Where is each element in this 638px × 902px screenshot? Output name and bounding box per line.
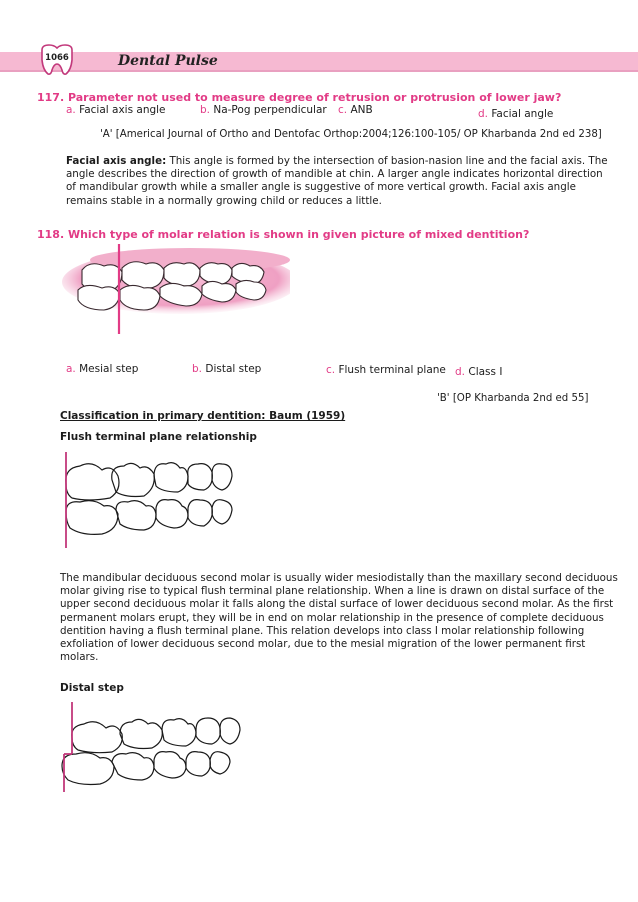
q118-option-d <box>455 366 502 378</box>
distal-step-heading: Distal step <box>60 682 124 694</box>
q117-explanation-line-2: angle describes the direction of growth of mandible at chin. A larger angle indicates horizontal direction <box>66 168 603 181</box>
question-117: 117. Parameter not used to measure degree of retrusion or protrusion of lower jaw? <box>37 91 562 104</box>
flush-terminal-plane-diagram <box>58 450 244 554</box>
q117-option-d <box>478 108 553 120</box>
question-118: 118. Which type of molar relation is shown in given picture of mixed dentition? <box>37 228 530 241</box>
q117-option-c-letter: c. <box>338 104 348 116</box>
q118-option-c-text: Flush terminal plane <box>338 364 446 376</box>
header-band <box>0 52 638 71</box>
q117-answer: 'A' [Americal Journal of Ortho and Dentofac Orthop:2004;126:100-105/ OP Kharbanda 2nd ed 238] <box>100 129 602 140</box>
classification-heading: Classification in primary dentition: Baum (1959) <box>60 410 346 422</box>
header-band-edge <box>0 70 638 72</box>
q117-option-d-letter: d. <box>478 108 489 120</box>
flush-line-4: permanent molars erupt, they will be in end on molar relationship in the presence of complete deciduous <box>60 611 604 624</box>
flush-line-3: upper second deciduous molar it falls along the distal surface of lower deciduous second molar. As the first <box>60 598 614 611</box>
q117-explanation-line-1 <box>66 155 608 168</box>
flush-terminal-plane-heading: Flush terminal plane relationship <box>60 431 257 443</box>
q118-option-d-text: Class I <box>468 366 503 378</box>
flush-line-2: molar giving rise to typical flush terminal plane relationship. When a line is drawn on distal surface of the <box>60 585 605 598</box>
q118-option-b-text: Distal step <box>205 363 262 375</box>
q117-explanation <box>66 155 608 208</box>
tooth-page-badge <box>38 44 76 76</box>
q118-option-a-text: Mesial step <box>79 363 139 375</box>
q118-option-a <box>66 363 138 375</box>
q117-option-c <box>338 104 373 116</box>
q117-option-b-text: Na-Pog perpendicular <box>213 104 327 116</box>
q117-option-c-text: ANB <box>350 104 373 116</box>
q117-option-b <box>200 104 327 116</box>
q117-explanation-line-4: remains stable in a normally growing child or reduces a little. <box>66 194 382 207</box>
q117-option-b-letter: b. <box>200 104 211 116</box>
flush-line-1: The mandibular deciduous second molar is usually wider mesiodistally than the maxillary second deciduous <box>60 572 618 584</box>
q118-option-c-letter: c. <box>326 364 336 376</box>
mixed-dentition-image <box>60 242 290 344</box>
flush-line-6: exfoliation of lower deciduous second molar, due to the mesial migration of the lower permanent first <box>60 638 586 651</box>
q118-option-c <box>326 364 446 376</box>
q117-explanation-text-1: This angle is formed by the intersection of basion-nasion line and the facial axis. The <box>169 155 608 167</box>
q118-option-d-letter: d. <box>455 366 466 378</box>
q117-explanation-term: Facial axis angle: <box>66 155 167 167</box>
q117-option-a-letter: a. <box>66 104 76 116</box>
q118-option-b <box>192 363 261 375</box>
q117-option-d-text: Facial angle <box>491 108 554 120</box>
page-number: 1066 <box>45 53 69 63</box>
q117-explanation-line-3: of mandibular growth while a smaller angle is suggestive of more vertical growth. Facial axis angle <box>66 181 576 194</box>
q118-answer: 'B' [OP Kharbanda 2nd ed 55] <box>437 393 589 404</box>
distal-step-diagram <box>58 700 254 796</box>
q117-option-a <box>66 104 166 116</box>
q117-option-a-text: Facial axis angle <box>79 104 166 116</box>
q118-option-b-letter: b. <box>192 363 203 375</box>
flush-line-7: molars. <box>60 651 99 664</box>
flush-terminal-plane-paragraph <box>60 572 618 664</box>
brand-title: Dental Pulse <box>118 53 218 69</box>
flush-line-5: dentition having a flush terminal plane. This relation develops into class I molar relationship following <box>60 624 585 637</box>
q118-option-a-letter: a. <box>66 363 76 375</box>
